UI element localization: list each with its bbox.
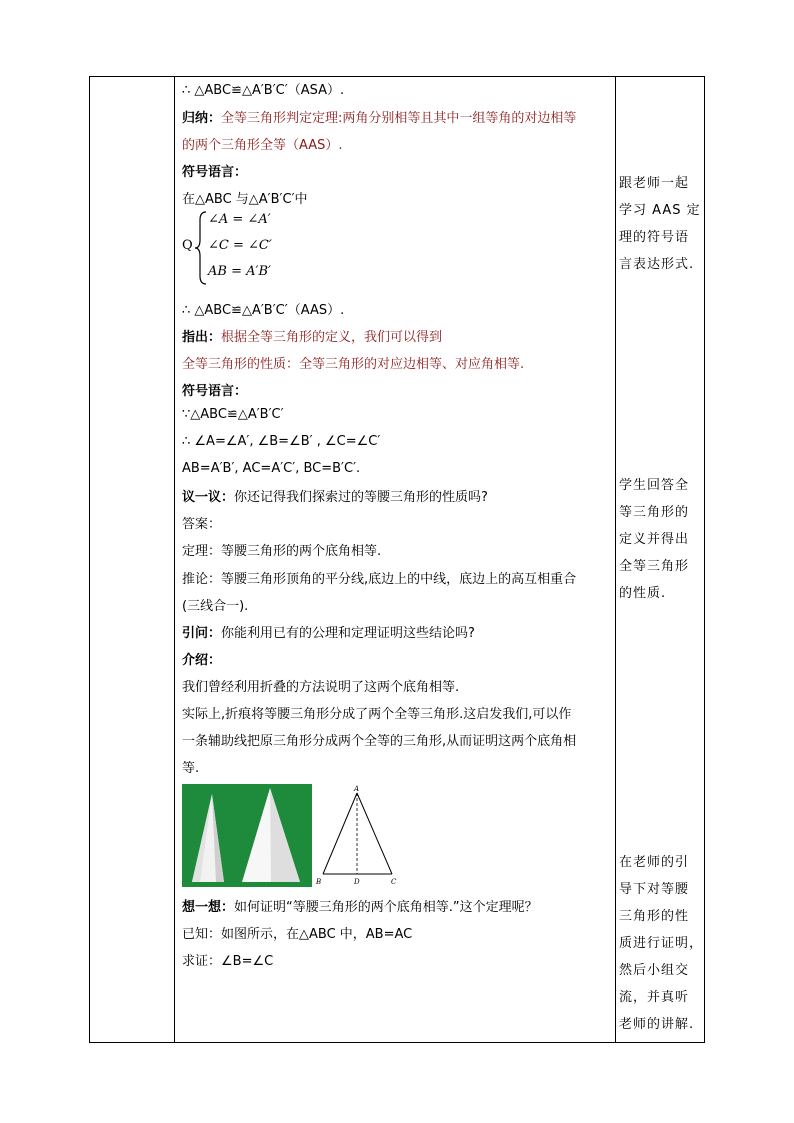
conclusion-aas: ∴ △ABC≌△A′B′C′（AAS）. xyxy=(182,303,345,318)
folded-paper-photo xyxy=(182,784,312,887)
note-3-line: 导下对等腰 xyxy=(619,882,690,897)
symbol-language-heading-2: 符号语言： xyxy=(182,384,248,399)
corollary-line-2: (三线合一). xyxy=(182,599,249,614)
in-triangles-line: 在△ABC 与△A′B′C′中 xyxy=(182,192,308,207)
note-3-line: 三角形的性 xyxy=(619,909,690,924)
because-line: ∵△ABC≌△A′B′C′ xyxy=(182,407,284,422)
vertex-label-a: A xyxy=(354,785,360,793)
discuss-label: 议一议： xyxy=(182,490,235,505)
note-1-line: 言表达形式. xyxy=(619,257,695,272)
therefore-angles-line: ∴ ∠A=∠A′, ∠B=∠B′ , ∠C=∠C′ xyxy=(182,434,381,449)
left-brace-icon xyxy=(194,210,208,286)
prove-line: 求证：∠B=∠C xyxy=(182,954,274,969)
folded-triangle-image xyxy=(182,784,312,887)
conclusion-asa: ∴ △ABC≌△A′B′C′（ASA）. xyxy=(182,83,345,98)
summary-label: 归纳： xyxy=(182,111,222,126)
point-line xyxy=(182,326,442,345)
note-3-line: 流，并真听 xyxy=(619,990,690,1005)
think-line xyxy=(182,896,538,915)
symbol-language-heading: 符号语言： xyxy=(182,165,248,180)
vertex-label-b: B xyxy=(316,878,322,886)
note-1-line: 理的符号语 xyxy=(619,230,690,245)
given-line: 已知：如图所示，在△ABC 中，AB=AC xyxy=(182,927,413,942)
think-text: 如何证明“等腰三角形的两个底角相等.”这个定理呢？ xyxy=(234,900,538,915)
note-3-line: 老师的讲解. xyxy=(619,1017,695,1032)
vertex-label-c: C xyxy=(391,878,397,886)
conditions-block xyxy=(182,210,382,286)
think-label: 想一想： xyxy=(182,900,235,915)
note-2-line: 的性质. xyxy=(619,586,667,601)
lesson-table xyxy=(89,76,705,1043)
point-text: 根据全等三角形的定义，我们可以得到 xyxy=(221,330,443,345)
condition-3: AB = A′B′ xyxy=(208,264,271,279)
question-label: 引问： xyxy=(182,626,222,641)
student-activity-note-3 xyxy=(619,849,703,1038)
note-2-line: 等三角形的 xyxy=(619,505,690,520)
column-divider-right xyxy=(615,77,616,1042)
intro-label: 介绍： xyxy=(182,653,222,668)
answer-label: 答案： xyxy=(182,517,222,532)
isosceles-triangle-figure xyxy=(316,783,406,889)
discuss-line xyxy=(182,486,488,505)
side-ab xyxy=(323,793,357,874)
note-2-line: 全等三角形 xyxy=(619,559,690,574)
student-activity-note-2 xyxy=(619,472,703,607)
note-3-line: 质进行证明， xyxy=(619,936,704,951)
condition-2: ∠C = ∠C′ xyxy=(208,238,272,253)
student-activity-note-1 xyxy=(619,170,703,278)
summary-text-2: 的两个三角形全等（AAS）. xyxy=(182,138,343,153)
point-label: 指出： xyxy=(182,330,222,345)
point-label-d: D xyxy=(354,878,360,886)
note-3-line: 在老师的引 xyxy=(619,855,690,870)
sides-line: AB=A′B′, AC=A′C′, BC=B′C′. xyxy=(182,461,361,476)
note-1-line: 学习 AAS 定 xyxy=(619,203,701,218)
question-line xyxy=(182,622,475,641)
note-3-line: 然后小组交 xyxy=(619,963,690,978)
column-divider-left xyxy=(174,77,175,1042)
condition-1: ∠A = ∠A′ xyxy=(208,212,271,227)
question-text: 你能利用已有的公理和定理证明这些结论吗? xyxy=(221,626,475,641)
discuss-text: 你还记得我们探索过的等腰三角形的性质吗? xyxy=(234,490,488,505)
intro-line-2: 实际上,折痕将等腰三角形分成了两个全等三角形.这启发我们,可以作 xyxy=(182,707,572,722)
note-2-line: 学生回答全 xyxy=(619,478,690,493)
note-1-line: 跟老师一起 xyxy=(619,176,690,191)
brace-symbol: Q xyxy=(182,238,193,253)
intro-line-1: 我们曾经利用折叠的方法说明了这两个底角相等. xyxy=(182,680,460,695)
theorem-line: 定理：等腰三角形的两个底角相等. xyxy=(182,544,382,559)
summary-line-1 xyxy=(182,107,576,126)
property-text: 全等三角形的性质：全等三角形的对应边相等、对应角相等. xyxy=(182,357,525,372)
note-2-line: 定义并得出 xyxy=(619,532,690,547)
intro-line-4: 等. xyxy=(182,761,200,776)
intro-line-3: 一条辅助线把原三角形分成两个全等的三角形,从而证明这两个底角相 xyxy=(182,734,577,749)
summary-text-1: 全等三角形判定定理:两角分别相等且其中一组等角的对边相等 xyxy=(221,111,577,126)
corollary-line-1: 推论：等腰三角形顶角的平分线,底边上的中线，底边上的高互相重合 xyxy=(182,572,577,587)
side-ac xyxy=(357,793,392,874)
